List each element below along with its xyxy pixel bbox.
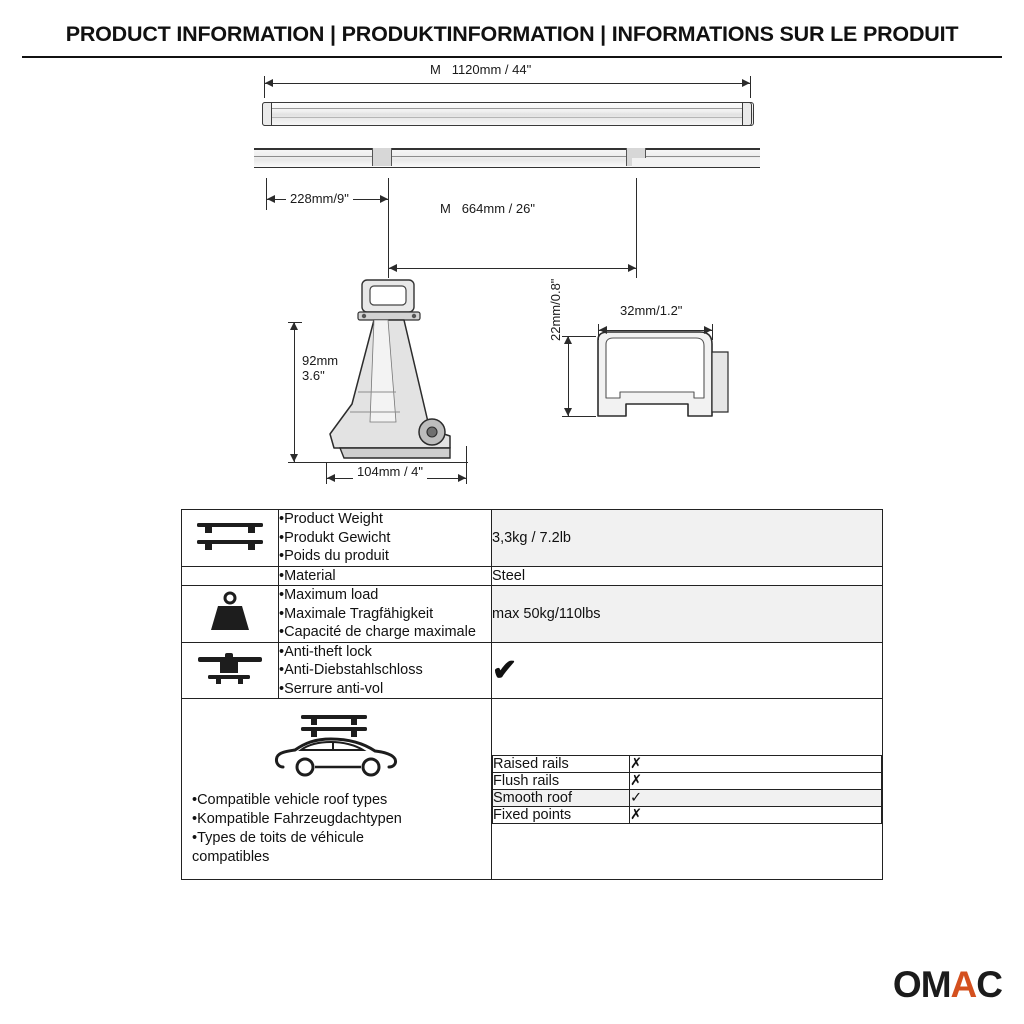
crossbar-top-view [262, 96, 752, 130]
dim-arrow-up-22 [564, 336, 572, 344]
crossbar-shell [262, 102, 754, 126]
dim-arrow-right-32 [704, 326, 712, 334]
roof-type-mark: ✗ [630, 755, 882, 772]
foot-spacing-label: M 664mm / 26" [440, 201, 535, 216]
crossbar-side-top-edge [254, 148, 760, 150]
max-load-label-fr: •Capacité de charge maximale [279, 624, 476, 641]
dim-tick-top-92 [288, 322, 302, 323]
header-divider [22, 56, 1002, 58]
omac-logo [893, 964, 1002, 1006]
tower-width-label: 104mm / 4" [353, 464, 427, 479]
max-load-value: max 50kg/110lbs [492, 586, 883, 643]
weight-icon-svg [205, 590, 255, 634]
profile-height-label: 22mm/0.8" [548, 278, 563, 341]
profile-width-label: 32mm/1.2" [620, 303, 683, 318]
material-icon-placeholder [182, 566, 279, 586]
max-load-label-en: •Maximum load [279, 587, 379, 604]
table-row [182, 699, 883, 879]
roof-types-label-en: •Compatible vehicle roof types [192, 792, 388, 809]
roof-type-name: Flush rails [493, 772, 630, 789]
crossbar-groove-lower [265, 117, 749, 118]
dim-arrow-up-92 [290, 322, 298, 330]
anti-theft-labels [279, 642, 492, 699]
dim-line-1120 [264, 83, 750, 84]
material-value: Steel [492, 566, 883, 586]
roof-type-list [492, 755, 882, 824]
list-item [493, 772, 882, 789]
crossbar-end-cap-left [262, 102, 272, 126]
anti-theft-label-de: •Anti-Diebstahlschloss [279, 662, 423, 679]
anti-theft-label-en: •Anti-theft lock [279, 643, 372, 660]
anti-theft-label-fr: •Serrure anti-vol [279, 680, 384, 697]
dim-line-92 [294, 322, 295, 462]
product-weight-label-en: •Product Weight [279, 511, 383, 527]
dim-line-22 [568, 336, 569, 416]
crossbar-foot-left [372, 148, 392, 166]
product-weight-value: 3,3kg / 7.2lb [492, 510, 883, 567]
dim-arrow-left-228 [267, 195, 275, 203]
dim-line-664 [388, 268, 636, 269]
bar-length-label: M 1120mm / 44" [430, 62, 532, 77]
dim-tick-bottom-22 [562, 416, 596, 417]
roof-type-name: Raised rails [493, 755, 630, 772]
dim-ext-right-664 [636, 178, 637, 278]
dim-arrow-right-664 [628, 264, 636, 272]
crossbar-end-cap-right [742, 102, 752, 126]
roof-type-mark: ✗ [630, 806, 882, 823]
dim-arrow-down-22 [564, 408, 572, 416]
dim-arrow-left-1120 [265, 79, 273, 87]
table-row [182, 510, 883, 567]
dim-arrow-left-104 [327, 474, 335, 482]
dim-arrow-left-664 [389, 264, 397, 272]
roof-types-label-de: •Kompatible Fahrzeugdachtypen [192, 811, 402, 828]
anti-theft-value [492, 642, 883, 699]
dim-ext-right-1120 [750, 76, 751, 98]
dim-ext-right-228 [388, 178, 389, 278]
max-load-label-de: •Maximale Tragfähigkeit [279, 605, 434, 622]
dim-ext-left-228 [266, 178, 267, 210]
weight-icon [182, 586, 279, 643]
dim-arrow-right-1120 [742, 79, 750, 87]
dim-arrow-right-104 [458, 474, 466, 482]
specification-table [181, 509, 883, 880]
roof-types-cell [182, 699, 492, 879]
crossbars-icon [182, 510, 279, 567]
material-label: •Material [279, 566, 492, 586]
product-weight-labels [279, 510, 492, 567]
lock-bar-icon [182, 642, 279, 699]
dim-arrow-down-92 [290, 454, 298, 462]
car-with-rack-icon [192, 709, 481, 787]
crossbar-groove-upper [265, 108, 749, 109]
page-title: PRODUCT INFORMATION | PRODUKTINFORMATION | INFORMATIONS SUR LE PRODUIT [65, 22, 959, 46]
logo-accent: A [950, 964, 977, 1005]
tower-height-label [302, 354, 338, 384]
dim-ext-right-32 [712, 324, 713, 340]
product-weight-label-de: •Produkt Gewicht [279, 529, 391, 546]
max-load-labels [279, 586, 492, 643]
roof-type-mark: ✓ [630, 789, 882, 806]
dim-tick-bottom-92 [288, 462, 468, 463]
dim-line-32 [598, 330, 712, 331]
product-weight-label-fr: •Poids du produit [279, 548, 389, 565]
check-icon: ✔ [492, 653, 518, 687]
tower-height-in: 3.6" [302, 367, 325, 383]
dim-arrow-left-32 [599, 326, 607, 334]
roof-types-matrix [492, 699, 883, 879]
dim-tick-top-22 [562, 336, 596, 337]
logo-part1: OM [892, 964, 951, 1005]
list-item [493, 789, 882, 806]
roof-type-name: Smooth roof [493, 789, 630, 806]
foot-offset-label: 228mm/9" [286, 191, 353, 206]
logo-part2: C [976, 964, 1002, 1005]
list-item [493, 755, 882, 772]
lock-bar-icon-svg [194, 649, 266, 689]
profile-cross-section [590, 330, 740, 450]
crossbar-side-mid-line [254, 156, 760, 157]
roof-type-mark: ✗ [630, 772, 882, 789]
crossbar-side-view [254, 144, 760, 178]
list-item [493, 806, 882, 823]
dim-arrow-right-228 [380, 195, 388, 203]
table-row [182, 586, 883, 643]
table-row [182, 566, 883, 586]
roof-types-label-fr-cont: compatibles [192, 849, 270, 865]
table-row [182, 642, 883, 699]
crossbars-icon-svg [193, 517, 267, 555]
car-with-rack-icon-svg [267, 709, 407, 783]
roof-types-label-fr: •Types de toits de véhicule [192, 830, 364, 847]
roof-types-labels [192, 791, 481, 866]
tower-height-mm: 92mm [302, 353, 339, 368]
roof-type-name: Fixed points [493, 806, 630, 823]
crossbar-side-tail [632, 158, 760, 168]
dim-ext-right-104 [466, 446, 467, 484]
